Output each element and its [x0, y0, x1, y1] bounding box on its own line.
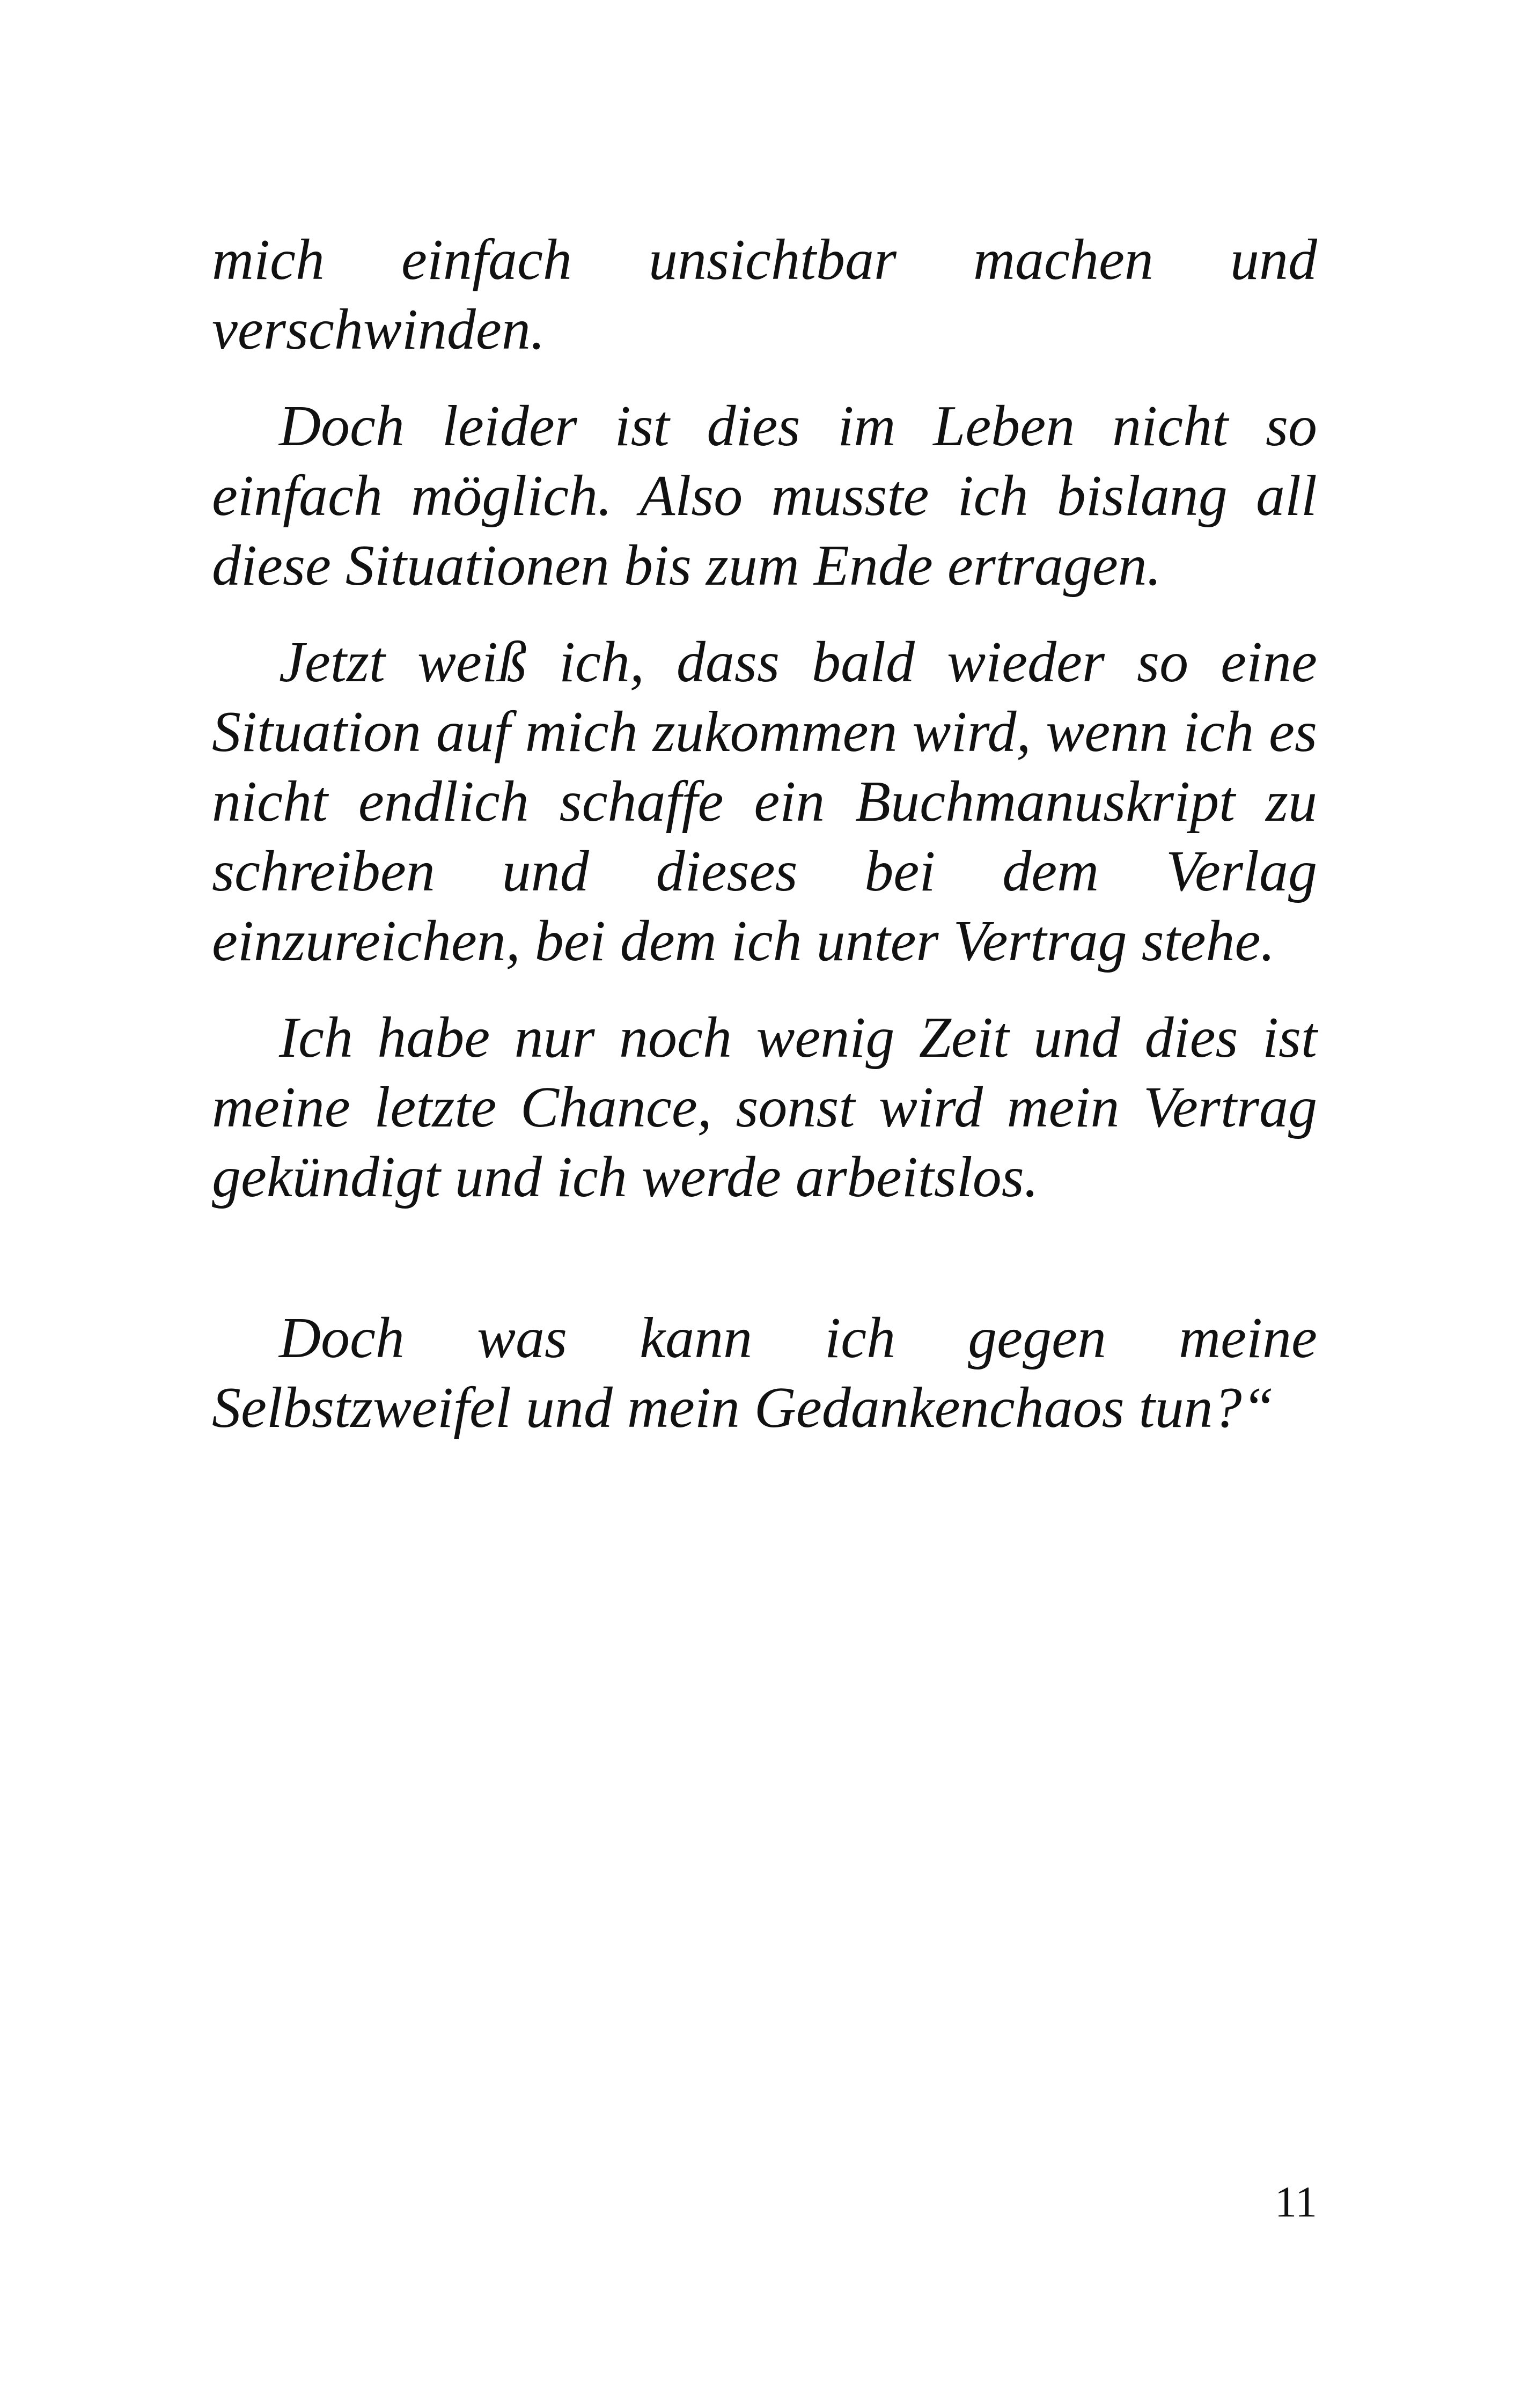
- paragraph-continuation: mich einfach unsichtbar machen und verschwinden.: [212, 228, 1317, 362]
- paragraph-letzte-chance: Ich habe nur noch wenig Zeit und dies ist meine letzte Chance, sonst wird mein Vertrag gekündigt und ich werde arbeitslos.: [212, 1006, 1317, 1209]
- page-number: 11: [1275, 2177, 1317, 2226]
- paragraph-selbstzweifel: Doch was kann ich gegen meine Selbstzweifel und mein Gedankenchaos tun?“: [212, 1306, 1317, 1440]
- paragraph-leben-nicht-einfach: Doch leider ist dies im Leben nicht so einfach möglich. Also musste ich bislang all diese Situationen bis zum Ende ertragen.: [212, 394, 1317, 598]
- paragraph-buchmanuskript: Jetzt weiß ich, dass bald wieder so eine Situation auf mich zukommen wird, wenn ich es nicht endlich schaffe ein Buchmanuskript zu schreiben und dieses bei dem Verlag einzureichen, bei dem ich unter Vertrag stehe.: [212, 630, 1317, 973]
- body-text: [212, 225, 1317, 1470]
